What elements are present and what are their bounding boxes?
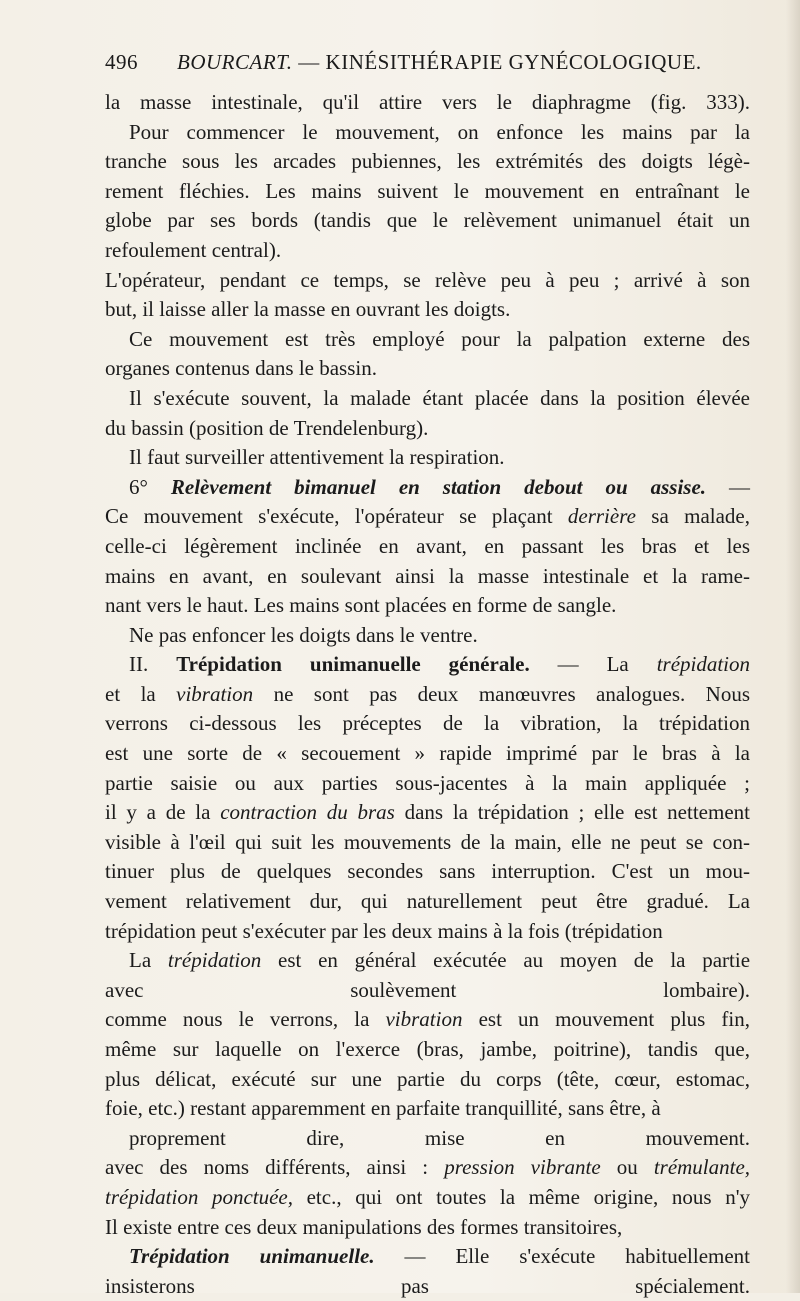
running-header [105,50,745,80]
text-line: L'opérateur, pendant ce temps, se relève peu à peu ; arrivé à son [105,267,750,292]
page-number: 496 [105,50,138,74]
text-line: il y a de la contraction du bras dans la trépidation ; elle est nettement [105,800,750,825]
page-edge-shadow [786,0,800,1293]
section-heading-line: 6° Relèvement bimanuel en station debout ou assise. — [129,474,751,499]
text-line: Pour commencer le mouvement, on enfonce les mains par la [129,119,750,144]
text-line: avec des noms différents, ainsi : pression vibrante ou trémulante, [105,1155,751,1180]
text-line: et la vibration ne sont pas deux manœuvres analogues. Nous [105,681,751,706]
text-line: celle-ci légèrement inclinée en avant, en passant les bras et les [105,533,750,558]
text-line: Il existe entre ces deux manipulations des formes transitoires, [105,1214,623,1239]
text-line: tranche sous les arcades pubiennes, les extrémités des doigts légè- [105,149,750,174]
text-line: même sur laquelle on l'exerce (bras, jambe, poitrine), tandis que, [105,1037,750,1061]
text-line: verrons ci-dessous les préceptes de la vibration, la trépidation [105,711,750,736]
text-line: but, il laisse aller la masse en ouvrant les doigts. [105,297,511,322]
text-line: refoulement central). [105,237,282,262]
text-line: Ne pas enfoncer les doigts dans le ventre. [129,622,478,647]
text-line: nant vers le haut. Les mains sont placées en forme de sangle. [105,593,617,618]
running-title: BOURCART. — KINÉSITHÉRAPIE GYNÉCOLOGIQUE. [177,50,702,74]
text-line: Il s'exécute souvent, la malade étant placée dans la position élevée [129,385,750,410]
text-line: du bassin (position de Trendelenburg). [105,415,429,440]
text-line: trépidation peut s'exécuter par les deux mains à la fois (trépidation [105,918,663,943]
text-line: vement relativement dur, qui naturellement peut être gradué. La [105,889,750,914]
text-line: foie, etc.) restant apparemment en parfaite tranquillité, sans être, à [105,1096,661,1121]
text-line: est une sorte de « secouement » rapide imprimé par le bras à la [105,741,750,766]
text-line: trépidation ponctuée, etc., qui ont toutes la même origine, nous n'y [105,1184,750,1209]
section-heading-line: Trépidation unimanuelle. — Elle s'exécute habituellement [129,1244,751,1269]
text-line: plus délicat, exécuté sur une partie du corps (tête, cœur, estomac, [105,1066,750,1091]
page-body [105,88,750,1301]
text-line: globe par ses bords (tandis que le relèvement unimanuel était un [105,208,750,233]
text-line: organes contenus dans le bassin. [105,356,377,381]
text-line: rement fléchies. Les mains suivent le mouvement en entraînant le [105,178,750,203]
text-line: La trépidation est en général exécutée au moyen de la partie [129,948,751,973]
text-line: visible à l'œil qui suit les mouvements de la main, elle ne peut se con- [105,829,750,854]
text-line: la masse intestinale, qu'il attire vers le diaphragme (fig. 333). [105,90,750,114]
text-line: Il faut surveiller attentivement la respiration. [129,445,505,470]
text-line: mains en avant, en soulevant ainsi la masse intestinale et la rame- [105,563,750,588]
section-heading-line: II. Trépidation unimanuelle générale. — La trépidation [129,652,751,677]
text-line: partie saisie ou aux parties sous-jacentes à la main appliquée ; [105,770,750,795]
text-line: Ce mouvement est très employé pour la palpation externe des [129,326,750,351]
text-line: avec soulèvement lombaire). [105,977,750,1002]
text-line: Ce mouvement s'exécute, l'opérateur se plaçant derrière sa malade, [105,504,750,529]
text-line: insisterons pas spécialement. [105,1273,750,1298]
text-line: comme nous le verrons, la vibration est un mouvement plus fin, [105,1007,750,1032]
text-line: tinuer plus de quelques secondes sans interruption. C'est un mou- [105,859,750,884]
text-line: proprement dire, mise en mouvement. [129,1125,750,1150]
